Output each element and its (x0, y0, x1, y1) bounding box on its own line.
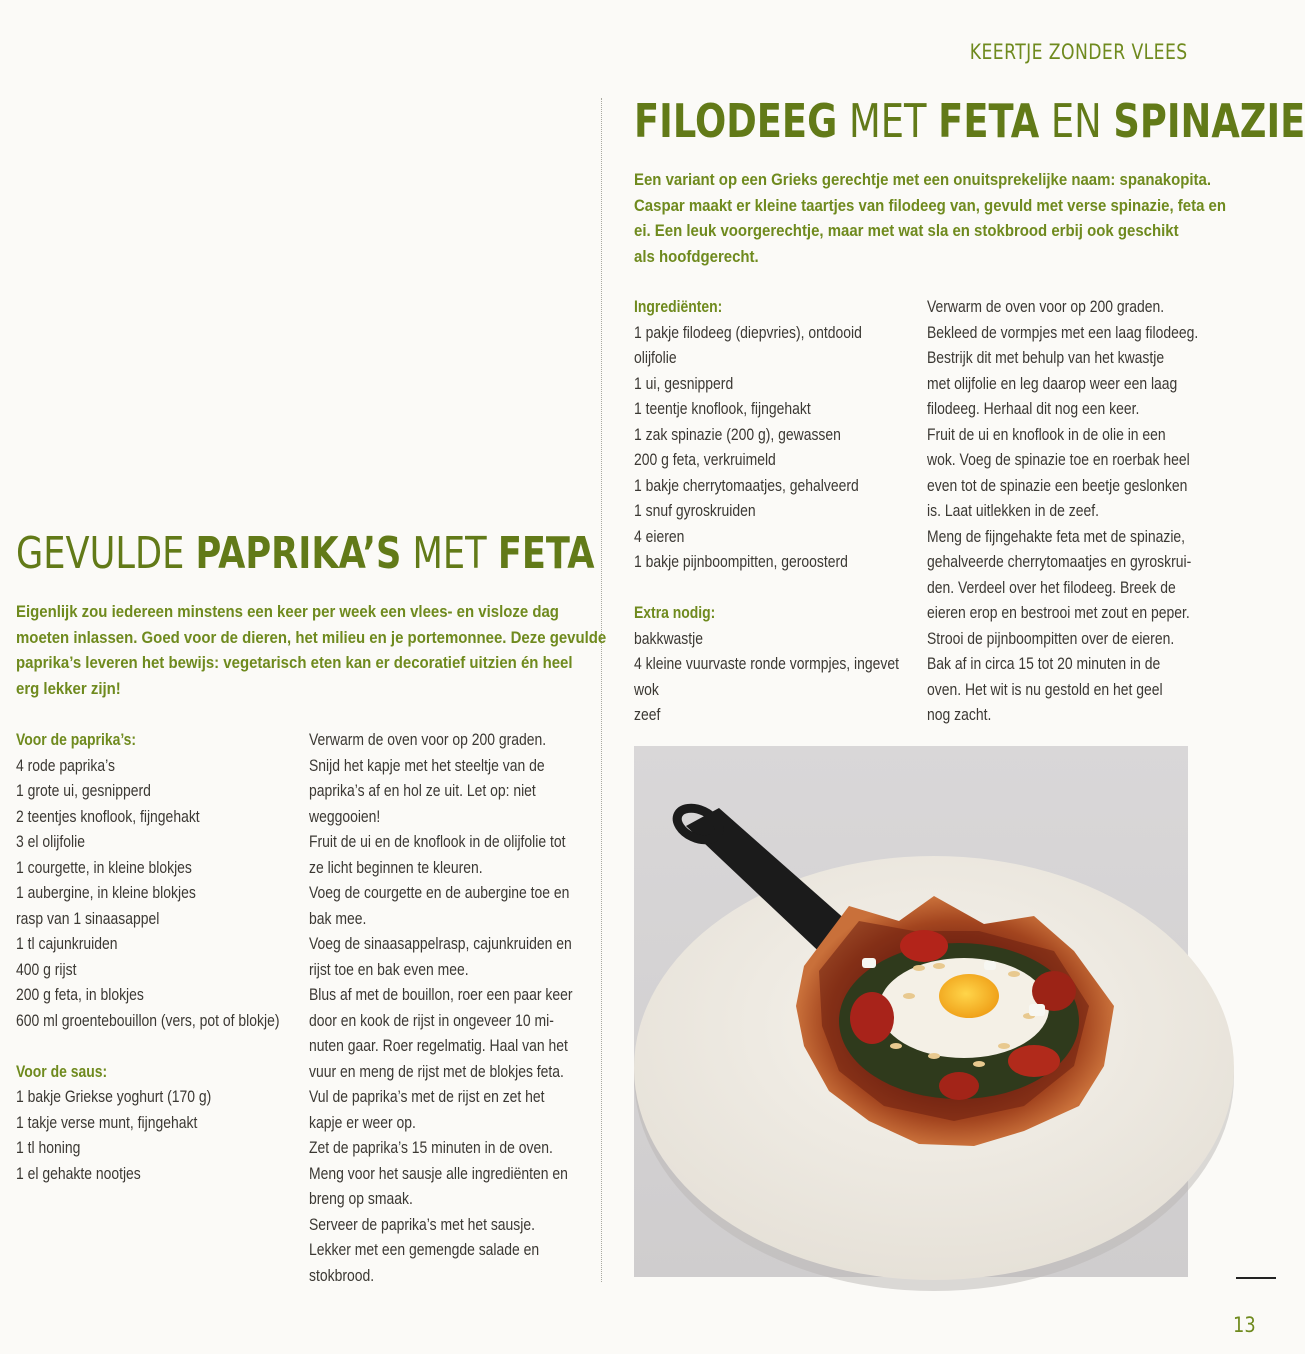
list-item: 3 el olijfolie (16, 832, 85, 851)
list-item: 1 tl honing (16, 1138, 81, 1157)
footer-rule (1236, 1277, 1276, 1279)
list-item: 1 teentje knoflook, fijngehakt (634, 399, 811, 418)
paprika-heading: Voor de paprika’s: (16, 730, 137, 749)
list-item: 1 grote ui, gesnipperd (16, 781, 151, 800)
list-item: 1 ui, gesnipperd (634, 373, 734, 393)
list-item: 1 tl cajunkruiden (16, 934, 118, 953)
list-item: 1 courgette, in kleine blokjes (16, 857, 192, 877)
recipe-title-filodeeg: FILODEEG MET FETA EN SPINAZIE (634, 94, 1305, 148)
list-item: 1 snuf gyroskruiden (634, 501, 756, 520)
recipe-intro-paprika: Eigenlijk zou iedereen minstens een keer per week een vlees- en visloze dag moeten inlassen. Goed voor de dieren, het milieu en je portemonnee. Deze gevulde paprika’s leveren het bewijs: vegetarisch eten kan er decoratief uitzien én heel erg lekker zijn! (16, 602, 607, 698)
ingredients-heading: Ingrediënten: (634, 297, 723, 316)
list-item: 2 teentjes knoflook, fijngehakt (16, 806, 200, 826)
list-item: 4 eieren (634, 526, 685, 546)
sauce-heading: Voor de saus: (16, 1061, 108, 1081)
method-filodeeg: Verwarm de oven voor op 200 graden. Bekleed de vormpjes met een laag filodeeg. Bestrijk dit met behulp van het kwastje met olijfolie en leg daarop weer een laag filodeeg. Herhaal dit nog een keer. Fruit de ui en knoflook in de olie in een wok. Voeg de spinazie toe en roerbak heel even tot de spinazie een beetje geslonken is. Laat uitlekken in de zeef. Meng de fijngehakte feta met de spinazie, gehalveerde cherrytomaatjes en gyroskrui- den. Verdeel over het filodeeg. Breek de eieren erop en bestrooi met zout en peper. Strooi de pijnboompitten over de eieren. Bak af in circa 15 tot 20 minuten in de oven. Het wit is nu gestold en het geel nog zacht. (927, 297, 1199, 724)
list-item: 1 bakje cherrytomaatjes, gehalveerd (634, 475, 859, 495)
list-item: 4 kleine vuurvaste ronde vormpjes, ingevet (634, 654, 900, 673)
list-item: 1 bakje pijnboompitten, geroosterd (634, 552, 848, 571)
list-item: 200 g feta, in blokjes (16, 985, 144, 1004)
list-item: 1 zak spinazie (200 g), gewassen (634, 424, 841, 444)
method-paprika: Verwarm de oven voor op 200 graden. Snijd het kapje met het steeltje van de paprika’s af en hol ze uit. Let op: niet weggooien! Fruit de ui en de knoflook in de olijfolie tot ze licht beginnen te kleuren. Voeg de courgette en de aubergine toe en bak mee. Voeg de sinaasappelrasp, cajunkruiden en rijst toe en bak even mee. Blus af met de bouillon, roer een paar keer door en kook de rijst in ongeveer 10 mi- nuten gaar. Roer regelmatig. Haal van het vuur en meng de rijst met de blokjes feta. Vul de paprika’s met de rijst en zet het kapje er weer op. Zet de paprika’s 15 minuten in de oven. Meng voor het sausje alle ingrediënten en breng op smaak. Serveer de paprika’s met het sausje. Lekker met een gemengde salade en stokbrood. (309, 730, 573, 1285)
extra-heading: Extra nodig: (634, 603, 716, 622)
list-item: 1 pakje filodeeg (diepvries), ontdooid (634, 322, 862, 342)
page-number: 13 (1233, 1313, 1256, 1337)
ingredients-list-paprika (16, 727, 301, 1186)
recipe-title-paprika: GEVULDE PAPRIKA’S MET FETA (16, 528, 595, 579)
dish-photo (634, 746, 1188, 1277)
recipe-intro-filodeeg: Een variant op een Grieks gerechtje met een onuitsprekelijke naam: spanakopita. Caspar maakt er kleine taartjes van filodeeg van, gevuld met verse spinazie, feta en ei. Een leuk voorgerechtje, maar met wat sla en stokbrood erbij ook geschikt als hoofdgerecht. (634, 170, 1227, 266)
list-item: 600 ml groentebouillon (vers, pot of blokje) (16, 1010, 280, 1030)
list-item: 1 takje verse munt, fijngehakt (16, 1112, 198, 1132)
list-item: 4 rode paprika’s (16, 755, 115, 775)
ingredients-list-filodeeg (634, 294, 914, 728)
list-item: 200 g feta, verkruimeld (634, 450, 776, 469)
column-divider (601, 98, 602, 1282)
list-item: 400 g rijst (16, 959, 77, 979)
section-label: KEERTJE ZONDER VLEES (970, 40, 1188, 64)
list-item: 1 bakje Griekse yoghurt (170 g) (16, 1087, 212, 1106)
list-item: zeef (634, 705, 661, 724)
list-item: olijfolie (634, 348, 677, 367)
list-item: rasp van 1 sinaasappel (16, 908, 160, 928)
list-item: 1 aubergine, in kleine blokjes (16, 883, 196, 902)
list-item: bakkwastje (634, 628, 703, 648)
list-item: wok (634, 679, 659, 699)
list-item: 1 el gehakte nootjes (16, 1163, 141, 1183)
